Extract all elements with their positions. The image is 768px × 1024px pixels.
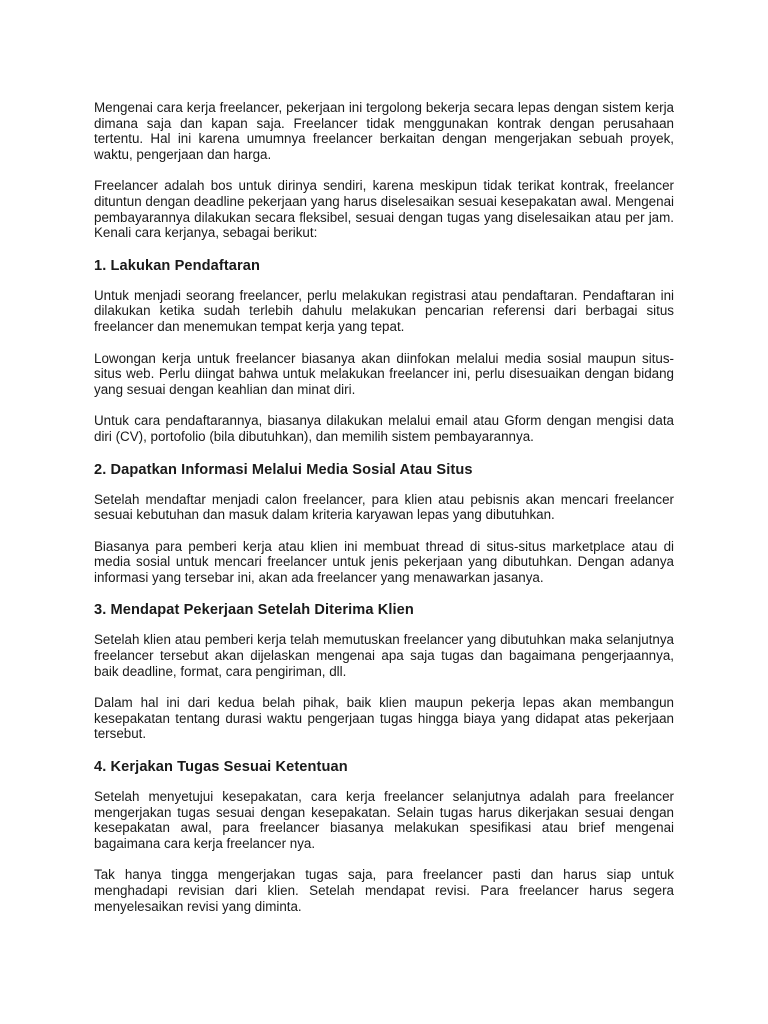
section-paragraph: Setelah menyetujui kesepakatan, cara kerja freelancer selanjutnya adalah para freelancer mengerjakan tugas sesuai dengan kesepakatan. Selain tugas harus dikerjakan sesuai dengan kesepakatan awal, para freelancer biasanya melakukan spesifikasi atau brief mengenai bagaimana cara kerja freelancer nya. (94, 789, 674, 851)
section-heading-mendapat-pekerjaan: 3. Mendapat Pekerjaan Setelah Diterima Klien (94, 602, 414, 619)
intro-paragraph: Mengenai cara kerja freelancer, pekerjaan ini tergolong bekerja secara lepas dengan sistem kerja dimana saja dan kapan saja. Freelancer tidak menggunakan kontrak dengan perusahaan tertentu. Hal ini karena umumnya freelancer berkaitan dengan mengerjakan sebuah proyek, waktu, pengerjaan dan harga. (94, 100, 674, 162)
document-page (94, 100, 674, 930)
section-paragraph: Setelah klien atau pemberi kerja telah memutuskan freelancer yang dibutuhkan maka selanjutnya freelancer tersebut akan dijelaskan mengenai apa saja tugas dan bagaimana pengerjaannya, baik deadline, format, cara pengiriman, dll. (94, 632, 674, 679)
section-paragraph: Dalam hal ini dari kedua belah pihak, baik klien maupun pekerja lepas akan membangun kesepakatan tentang durasi waktu pengerjaan tugas hingga biaya yang didapat atas pekerjaan tersebut. (94, 695, 674, 742)
section-paragraph: Setelah mendaftar menjadi calon freelancer, para klien atau pebisnis akan mencari freelancer sesuai kebutuhan dan masuk dalam kriteria karyawan lepas yang dibutuhkan. (94, 491, 674, 523)
section-paragraph: Biasanya para pemberi kerja atau klien ini membuat thread di situs-situs marketplace atau di media sosial untuk mencari freelancer untuk jenis pekerjaan yang dibutuhkan. Dengan adanya informasi yang tersebar ini, akan ada freelancer yang menawarkan jasanya. (94, 538, 674, 585)
section-heading-dapatkan-informasi: 2. Dapatkan Informasi Melalui Media Sosial Atau Situs (94, 461, 473, 478)
intro-paragraph: Freelancer adalah bos untuk dirinya sendiri, karena meskipun tidak terikat kontrak, freelancer dituntun dengan deadline pekerjaan yang harus diselesaikan sesuai kesepakatan awal. Mengenai pembayarannya dilakukan secara fleksibel, sesuai dengan tugas yang diselesaikan atau per jam. Kenali cara kerjanya, sebagai berikut: (94, 178, 674, 241)
section-paragraph: Tak hanya tingga mengerjakan tugas saja, para freelancer pasti dan harus siap untuk menghadapi revisian dari klien. Setelah mendapat revisi. Para freelancer harus segera menyelesaikan revisi yang diminta. (94, 867, 674, 914)
section-paragraph: Untuk cara pendaftarannya, biasanya dilakukan melalui email atau Gform dengan mengisi data diri (CV), portofolio (bila dibutuhkan), dan memilih sistem pembayarannya. (94, 413, 674, 444)
section-paragraph: Untuk menjadi seorang freelancer, perlu melakukan registrasi atau pendaftaran. Pendaftaran ini dilakukan ketika sudah terlebih dahulu melakukan pencarian referensi dari berbagai situs freelancer dan menemukan tempat kerja yang tepat. (94, 287, 674, 334)
section-heading-lakukan-pendaftaran: 1. Lakukan Pendaftaran (94, 257, 261, 274)
section-paragraph: Lowongan kerja untuk freelancer biasanya akan diinfokan melalui media sosial maupun situs-situs web. Perlu diingat bahwa untuk melakukan freelancer ini, perlu disesuaikan dengan bidang yang sesuai dengan keahlian dan minat diri. (94, 350, 674, 397)
section-heading-kerjakan-tugas: 4. Kerjakan Tugas Sesuai Ketentuan (94, 759, 348, 776)
